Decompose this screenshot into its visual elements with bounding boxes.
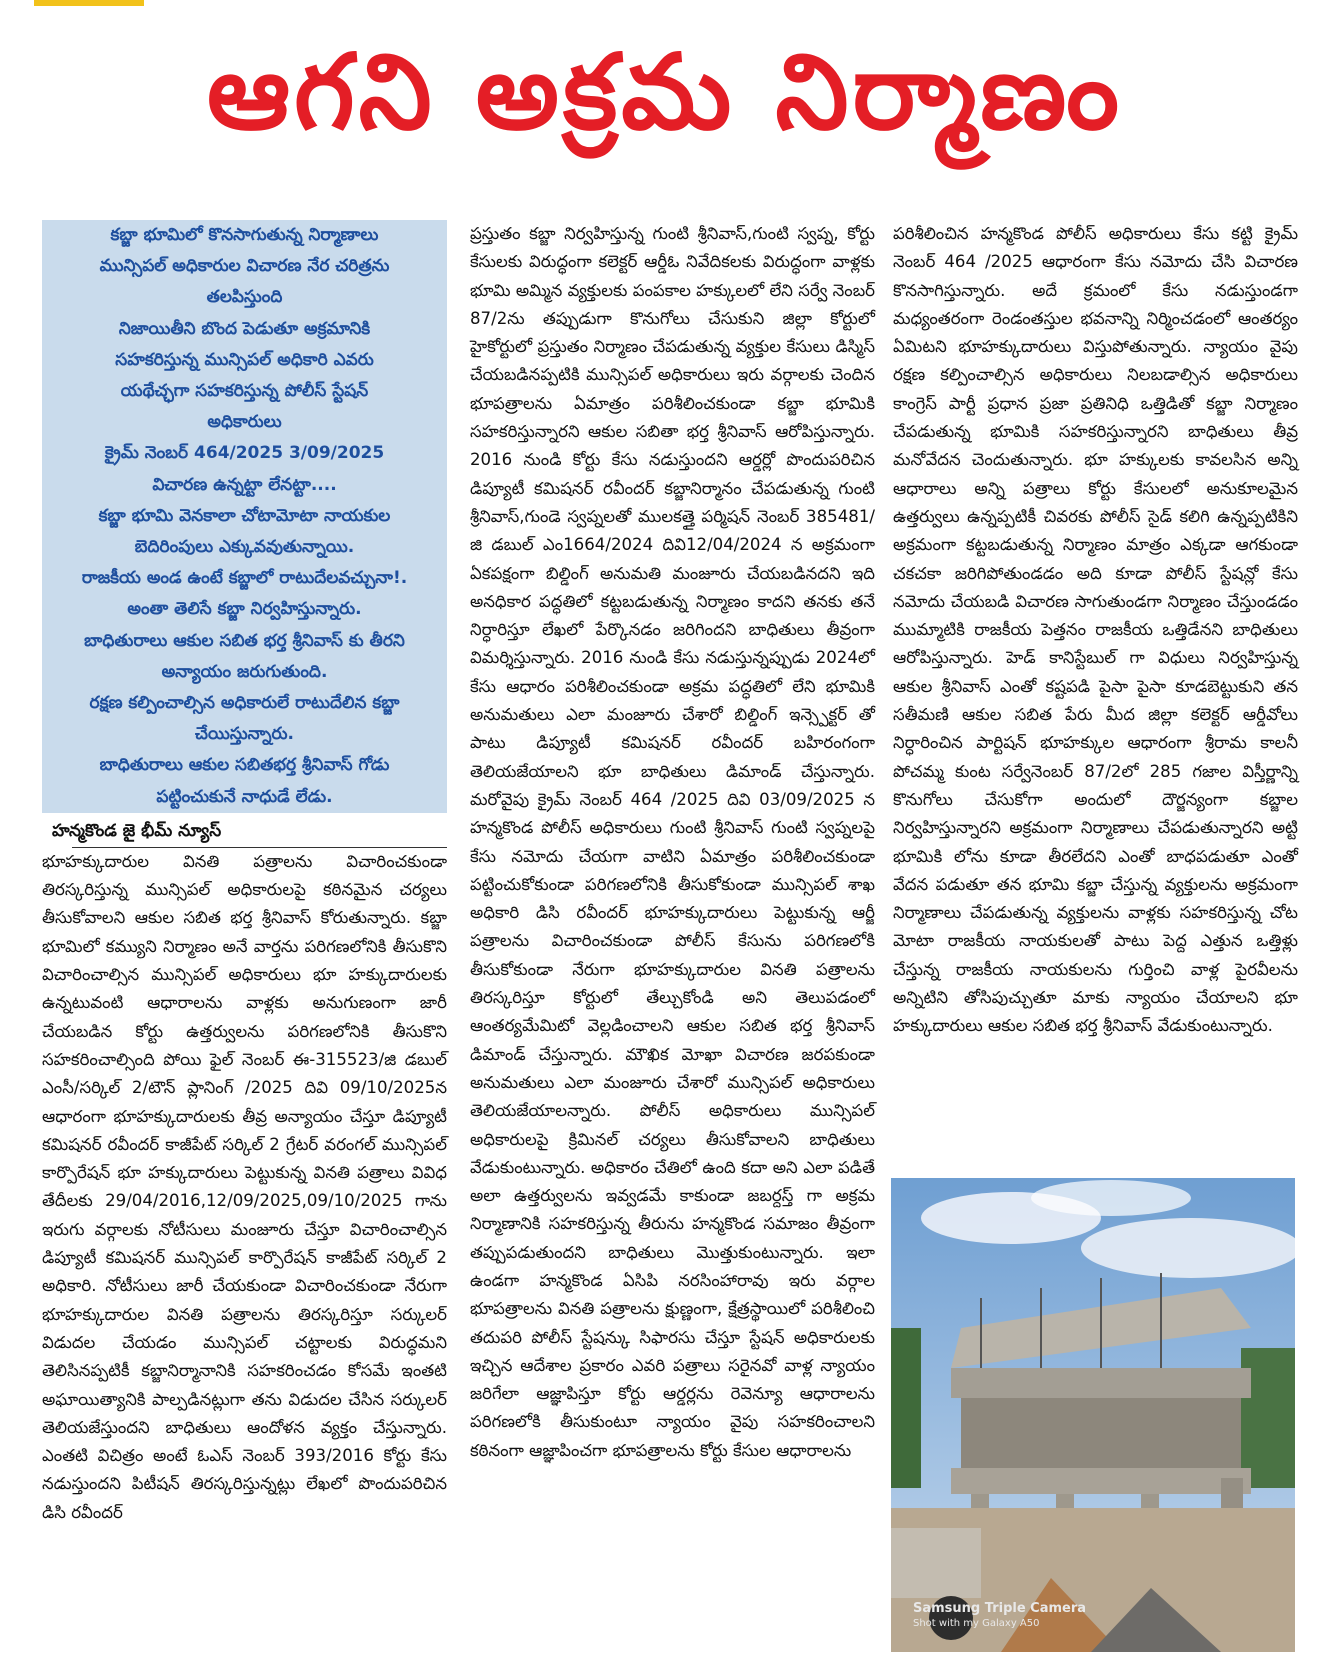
highlight-line: అన్యాయం జరుగుతుంది. [161, 661, 328, 682]
highlight-line: బాధితురాలు ఆకుల సబితభర్త శ్రీనివాస్ గోడు [99, 755, 390, 776]
highlight-line: సహకరిస్తున్న మున్సిపల్ అధికారి ఎవరు [115, 349, 374, 370]
highlight-line: యథేచ్ఛగా సహకరిస్తున్న పోలీస్ స్టేషన్ [120, 381, 369, 402]
highlight-line: రాజకీయ అండ ఉంటే కబ్జాలో రాటుదేలవచ్చునా!. [81, 568, 408, 589]
construction-photo-image [891, 1178, 1295, 1652]
headline: ఆగని అక్రమ నిర్మాణం [206, 31, 1124, 153]
highlight-line: విచారణ ఉన్నట్టా లేనట్టా.... [152, 474, 337, 495]
column-3-body: పరిశీలించిన హన్మకొండ పోలీస్ అధికారులు కేసు కట్టి క్రైమ్ నెంబర్ 464 /2025 ఆధారంగా కేసు నమోదు చేసి విచారణ కొనసాగిస్తున్నారు. అదే క్రమంలో కేసు నడుస్తుండగా మధ్యంతరంగా రెండంతస్తుల భవనాన్ని నిర్మించడంలో ఆంతర్యం ఏమిటని భూహక్కుదారులు విస్తుపోతున్నారు. న్యాయం వైపు రక్షణ కల్పించాల్సిన అధికారులు నిలబడాల్సిన అధికారులు కాంగ్రెస్ పార్టీ ప్రధాన ప్రజా ప్రతినిధి ఒత్తిడితో కబ్జా నిర్మాణం చేపడుతున్న భూమికి సహకరిస్తున్నారని బాధితులు తీవ్ర మనోవేదన చెందుతున్నారు. భూ హక్కులకు కావలసిన అన్ని ఆధారాలు అన్ని పత్రాలు కోర్టు కేసులలో అనుకూలమైన ఉత్తర్వులు ఉన్నప్పటికీ చివరకు పోలీస్ సైడ్ కలిగి ఉన్నప్పటికిని అక్రమంగా కట్టబడుతున్న నిర్మాణం మాత్రం ఎక్కడా ఆగకుండా చకచకా జరిగిపోతుండడం అది కూడా పోలీస్ స్టేషన్లో కేసు నమోదు చేయబడి విచారణ సాగుతుండగా నిర్మాణం చేస్తుండడం ముమ్మాటికి రాజకీయ పెత్తనం రాజకీయ ఒత్తిడేనని బాధితులు ఆరోపిస్తున్నారు. హెడ్ కానిస్టేబుల్ గా విధులు నిర్వహిస్తున్న ఆకుల శ్రీనివాస్ ఎంతో కష్టపడి పైసా పైసా కూడబెట్టుకుని తన సతీమణి ఆకుల సబిత పేరు మీద జిల్లా కలెక్టర్ ఆర్డీవోలు నిర్ధారించిన పార్టిషన్ భూహక్కుల ఆధారంగా శ్రీరామ కాలనీ పోచమ్మ కుంట సర్వేనెంబర్ 87/2లో 285 గజాల విస్తీర్ణాన్ని కొనుగోలు చేసుకోగా అందులో దౌర్జన్యంగా కబ్జాల నిర్వహిస్తున్నారని అక్రమంగా నిర్మాణాలు చేపడుతున్నారని అట్టి భూమికి లోను కూడా తీరలేదని ఎంతో బాధపడుతూ ఎంతో వేదన పడుతూ తన భూమి కబ్జా చేస్తున్న వ్యక్తులను అక్రమంగా నిర్మాణాలు చేపడుతున్న వ్యక్తులను వాళ్లకు సహకరిస్తున్న చోట మోటా రాజకీయ నాయకులతో పాటు పెద్ద ఎత్తున ఒత్తిళ్లు చేస్తున్న రాజకీయ నాయకులను గుర్తించి వాళ్ల పైరవీలను అన్నిటిని తోసిపుచ్చుతూ మాకు న్యాయం చేయాలని భూ హక్కుదారులు ఆకుల సబిత భర్త శ్రీనివాస్ వేడుకుంటున్నారు. [893, 224, 1298, 1036]
highlight-line: రక్షణ కల్పించాల్సిన అధికారులే రాటుదేలిన కబ్జా [89, 693, 400, 714]
highlight-line: బాధితురాలు ఆకుల సబిత భర్త శ్రీనివాస్ కు తీరని [84, 630, 405, 651]
highlight-line: అంతా తెలిసే కబ్జా నిర్వహిస్తున్నారు. [127, 599, 362, 620]
highlight-line: కబ్జా భూమి వెనకాలా చోటామోటా నాయకుల [98, 505, 391, 526]
highlight-line: నిజాయితీని బొంద పెడుతూ అక్రమానికి [118, 318, 371, 339]
column-1-body: భూహక్కుదారుల వినతి పత్రాలను విచారించకుండా తిరస్కరిస్తున్న మున్సిపల్ అధికారులపై కఠినమైన చర్యలు తీసుకోవాలని ఆకుల సబిత భర్త శ్రీనివాస్ కోరుతున్నారు. కబ్జా భూమిలో కమ్యుని నిర్మాణం అనే వార్తను పరిగణలోనికి తీసుకొని విచారించాల్సిన మున్సిపల్ అధికారులు భూ హక్కుదారులకు ఉన్నటువంటి ఆధారాలను వాళ్లకు అనుగుణంగా జారీ చేయబడిన కోర్టు ఉత్తర్వులను పరిగణలోనికి తీసుకొని సహకరించాల్సింది పోయి ఫైల్ నెంబర్ ఈ-315523/జి డబుల్ ఎంసీ/సర్కిల్ 2/టౌన్ ప్లానింగ్ /2025 దివి 09/10/2025న ఆధారంగా భూహక్కుదారులకు తీవ్ర అన్యాయం చేస్తూ డిప్యూటీ కమిషనర్ రవీందర్ కాజీపేట్ సర్కిల్ 2 గ్రేటర్ వరంగల్ మున్సిపల్ కార్పొరేషన్ భూ హక్కుదారులు పెట్టుకున్న వినతి పత్రాలు వివిధ తేదీలకు 29/04/2016,12/09/2025,09/10/2025 గాను ఇరుగు వర్గాలకు నోటీసులు మంజూరు చేస్తూ విచారించాల్సిన డిప్యూటీ కమిషనర్ మున్సిపల్ కార్పొరేషన్ కాజీపేట్ సర్కిల్ 2 అధికారి. నోటీసులు జారీ చేయకుండా విచారించకుండా నేరుగా భూహక్కుదారుల వినతి పత్రాలను తిరస్కరిస్తూ సర్కులర్ విడుదల చేయడం మున్సిపల్ చట్టాలకు విరుద్ధమని తెలిసినప్పటికీ కబ్జానిర్మానానికి సహకరించడం కోసమే ఇంతటి అఘాయిత్యానికి పాల్పడినట్లుగా తను విడుదల చేసిన సర్కులర్ తెలియజేస్తుందని బాధితులు ఆందోళన వ్యక్తం చేస్తున్నారు. ఎంతటి విచిత్రం అంటే ఓఎస్ నెంబర్ 393/2016 కోర్టు కేసు నడుస్తుందని పిటీషన్ తిరస్కరిస్తున్నట్లు లేఖలో పొందుపరిచిన డిసి రవీందర్ [42, 851, 447, 1522]
highlight-line: చేయిస్తున్నారు. [195, 724, 294, 745]
corner-tab [34, 0, 144, 6]
column-3 [893, 220, 1298, 1041]
highlight-line: అధికారులు [207, 412, 282, 433]
construction-photo [891, 1178, 1295, 1652]
byline: హన్మకొండ జై భీమ్ న్యూస్ [52, 820, 222, 841]
column-2-body: ప్రస్తుతం కబ్జా నిర్వహిస్తున్న గుంటి శ్రీనివాస్,గుంటి స్వప్న, కోర్టు కేసులకు విరుద్ధంగా కలెక్టర్ ఆర్డీఓ నివేదికలకు విరుద్ధంగా వాళ్లకు భూమి అమ్మిన వ్యక్తులకు పంపకాల హక్కులలో లేని సర్వే నెంబర్ 87/2ను తప్పుడుగా కొనుగోలు చేసుకుని జిల్లా కోర్టులో హైకోర్టులో ప్రస్తుతం నిర్మాణం చేపడుతున్న వ్యక్తుల కేసులు డిస్మిస్ చేయబడినప్పటికి మున్సిపల్ అధికారులు ఇరు వర్గాలకు చెందిన భూపత్రాలను ఏమాత్రం పరిశీలించకుండా కబ్జా భూమికి సహకరిస్తున్నారని ఆకుల సబితా భర్త శ్రీనివాస్ ఆరోపిస్తున్నారు. 2016 నుండి కోర్టు కేసు నడుస్తుందని ఆర్డర్లో పొందుపరిచిన డిప్యూటీ కమిషనర్ రవీందర్ కబ్జానిర్మానం చేపడుతున్న గుంటి శ్రీనివాస్,గుండె స్వప్నలతో ములకత్తై పర్మిషన్ నెంబర్ 385481/జి డబుల్ ఎం1664/2024 దివి12/04/2024 న అక్రమంగా ఏకపక్షంగా బిల్డింగ్ అనుమతి మంజూరు చేయబడినదని ఇది అనధికార పద్ధతిలో కట్టబడుతున్న నిర్మాణం కాదని తనకు తనే నిర్ధారిస్తూ లేఖలో పేర్కొనడం జరిగిందని బాధితులు తీవ్రంగా విమర్శిస్తున్నారు. 2016 నుండి కేసు నడుస్తున్నప్పుడు 2024లో కేసు ఆధారం పరిశీలించకుండా అక్రమ పద్ధతిలో లేని భూమికి అనుమతులు ఎలా మంజూరు చేశారో బిల్డింగ్ ఇన్స్పెక్టర్ తో పాటు డిప్యూటీ కమిషనర్ రవీందర్ బహిరంగంగా తెలియజేయాలని భూ బాధితులు డిమాండ్ చేస్తున్నారు. మరోవైపు క్రైమ్ నెంబర్ 464 /2025 దివి 03/09/2025 న హన్మకొండ పోలీస్ అధికారులు గుంటి శ్రీనివాస్ గుంటి స్వప్నలపై కేసు నమోదు చేయగా వాటిని ఏమాత్రం పరిశీలించకుండా పట్టించుకోకుండా పరిగణలోనికి తీసుకోకుండా మున్సిపల్ శాఖ అధికారి డిసి రవీందర్ భూహక్కుదారులు పెట్టుకున్న ఆర్జీ పత్రాలను విచారించకుండా పోలీస్ కేసును పరిగణలోకి తీసుకోకుండా నేరుగా భూహక్కుదారుల వినతి పత్రాలను తిరస్కరిస్తూ కోర్టులో తేల్చుకోండి అని తెలుపడంలో ఆంతర్యమేమిటో వెల్లడించాలని ఆకుల సబిత భర్త శ్రీనివాస్ డిమాండ్ చేస్తున్నారు. మౌఖిక మోఖా విచారణ జరపకుండా అనుమతులు ఎలా మంజూరు చేశారో మున్సిపల్ అధికారులు తెలియజేయాలన్నారు. పోలీస్ అధికారులు మున్సిపల్ అధికారులపై క్రిమినల్ చర్యలు తీసుకోవాలని బాధితులు వేడుకుంటున్నారు. అధికారం చేతిలో ఉంది కదా అని ఎలా పడితే అలా ఉత్తర్వులను ఇవ్వడమే కాకుండా జబర్దస్త్ గా అక్రమ నిర్మాణానికి సహకరిస్తున్న తీరును హన్మకొండ సమాజం తీవ్రంగా తప్పుపడుతుందని బాధితులు మొత్తుకుంటున్నారు. ఇలా ఉండగా హన్మకొండ ఏసిపి నరసింహారావు ఇరు వర్గాల భూపత్రాలను వినతి పత్రాలను క్షుణ్ణంగా, క్షేత్రస్థాయిలో పరిశీలించి తదుపరి పోలీస్ స్టేషన్కు సిఫారసు చేస్తూ స్టేషన్ అధికారులకు ఇచ్చిన ఆదేశాల ప్రకారం ఎవరి పత్రాలు సరైనవో వాళ్ల న్యాయం జరిగేలా ఆజ్ఞాపిస్తూ కోర్టు ఆర్డర్లను రెవెన్యూ ఆధారాలను పరిగణలోకి తీసుకుంటూ న్యాయం వైపు సహకరించాలని కఠినంగా ఆజ్ఞాపించగా భూపత్రాలను కోర్టు కేసుల ఆధారాలను [470, 224, 875, 1460]
camera-watermark-sub: Shot with my Galaxy A50 [913, 1618, 1040, 1629]
column-1 [42, 220, 447, 1527]
highlight-line: బెదిరింపులు ఎక్కువవుతున్నాయి. [134, 537, 355, 558]
highlight-line: తలపిస్తుంది [206, 287, 283, 308]
highlight-line: మున్సిపల్ అధికారుల విచారణ నేర చరిత్రను [99, 256, 390, 277]
camera-watermark: Samsung Triple Camera [913, 1601, 1087, 1616]
highlight-line: పట్టించుకునే నాధుడే లేడు. [156, 786, 333, 807]
highlight-line: క్రైమ్ నెంబర్ 464/2025 3/09/2025 [104, 443, 385, 464]
column-2 [470, 220, 875, 1465]
highlights-box [42, 220, 447, 813]
highlight-line: కబ్జా భూమిలో కొనసాగుతున్న నిర్మాణాలు [110, 225, 379, 245]
